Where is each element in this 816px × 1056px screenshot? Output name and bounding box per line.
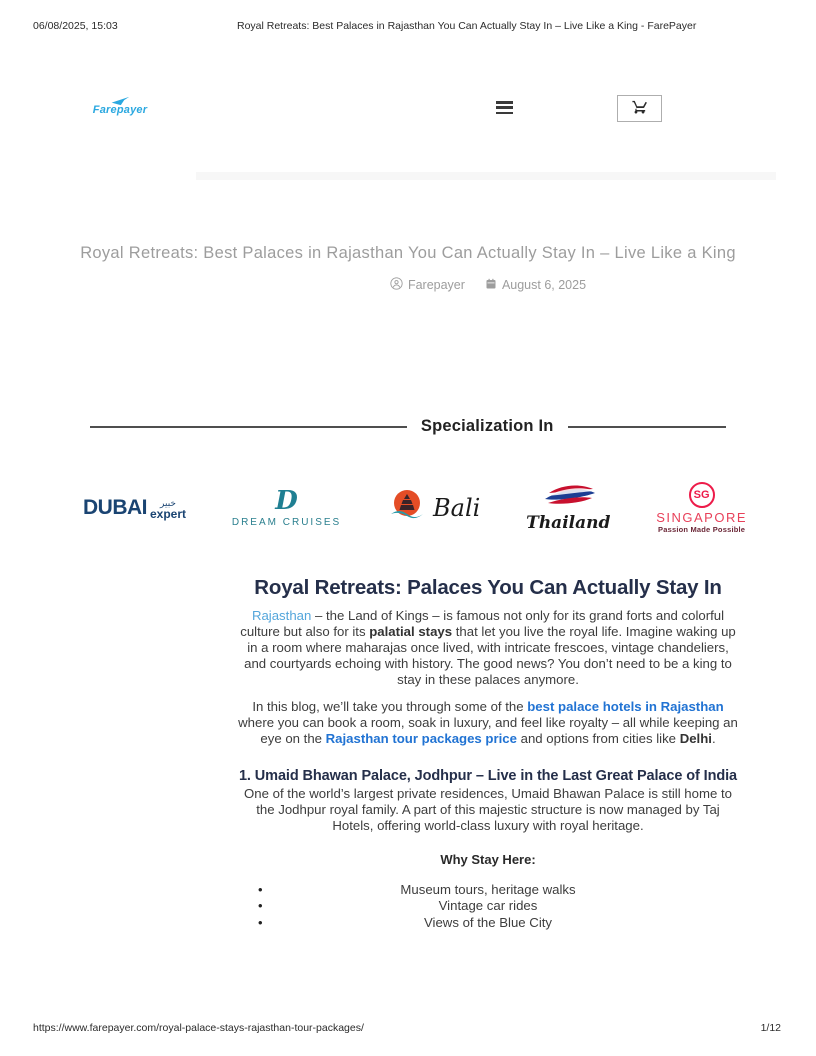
specialization-divider (90, 417, 726, 436)
sg-monogram-icon: SG (689, 482, 715, 508)
dubai-expert-logo (83, 496, 186, 520)
dubai-logo-text: DUBAI (83, 496, 147, 519)
specialization-heading: Specialization In (420, 417, 554, 435)
dubai-arabic-text: خبير (160, 498, 176, 508)
text-segment-plain: that let you live the royal life. Imagine waking up in a room where maharajas once lived, with intricate frescoes, vintage chandeliers, and courtyards echoing with history. The good news? You don’t need to be a king to stay in these palaces anymore. (244, 623, 736, 687)
text-segment-bold: palatial stays (369, 623, 453, 639)
why-stay-list (238, 882, 738, 932)
singapore-logo (656, 482, 747, 534)
dream-cruises-monogram: D (275, 486, 298, 516)
list-item: • Vintage car rides (238, 898, 738, 915)
text-segment-plain: . (711, 730, 716, 746)
divider-line-left (90, 426, 407, 428)
featured-image-strip (196, 172, 776, 180)
singapore-tagline: Passion Made Possible (658, 525, 746, 534)
thailand-logo (526, 484, 610, 533)
dream-cruises-text: DREAM CRUISES (231, 517, 342, 528)
list-item: • Views of the Blue City (238, 915, 738, 932)
divider-line-right (568, 426, 726, 428)
list-item: • Museum tours, heritage walks (238, 882, 738, 899)
farepayer-logo-text: Farepayer (92, 104, 148, 116)
author-name: Farepayer (407, 278, 465, 292)
text-segment-plain: where you can book a room, soak in luxury, and feel like royalty – all while keeping an eye on the (238, 714, 738, 746)
dubai-expert-text: expert (150, 507, 187, 521)
article-body (238, 576, 738, 931)
text-segment-boldlink[interactable]: Rajasthan tour packages price (325, 730, 517, 746)
cart-icon (631, 98, 648, 120)
bali-emblem-icon (387, 486, 427, 531)
intro-paragraph (238, 608, 738, 688)
text-segment-link[interactable]: Rajasthan (251, 607, 312, 623)
text-segment-bold: Delhi (679, 730, 712, 746)
why-stay-heading: Why Stay Here: (440, 851, 536, 867)
print-page-indicator: 1/12 (760, 1022, 781, 1034)
author-meta[interactable] (390, 277, 465, 293)
singapore-logo-text: SINGAPORE (656, 510, 747, 525)
farepayer-logo[interactable] (92, 96, 148, 116)
bali-logo-text: Bali (433, 494, 481, 522)
post-title: Royal Retreats: Best Palaces in Rajasthan You Can Actually Stay In – Live Like a King (80, 244, 736, 262)
thailand-logo-text: Thailand (526, 512, 611, 533)
post-date: August 6, 2025 (501, 278, 587, 292)
thailand-flag-wave-icon (539, 484, 597, 515)
print-datetime: 06/08/2025, 15:03 (33, 20, 118, 32)
print-source-url: https://www.farepayer.com/royal-palace-stays-rajasthan-tour-packages/ (33, 1022, 364, 1034)
text-segment-boldlink[interactable]: best palace hotels in Rajasthan (527, 698, 724, 714)
partner-logos-row (83, 476, 747, 540)
text-segment-plain: In this blog, we’ll take you through some of the (252, 698, 528, 714)
cart-button[interactable] (617, 95, 662, 122)
bali-logo (387, 486, 480, 531)
section1-heading: 1. Umaid Bhawan Palace, Jodhpur – Live in the Last Great Palace of India (238, 767, 738, 784)
post-meta (178, 277, 798, 293)
author-icon (390, 277, 403, 293)
print-document-title: Royal Retreats: Best Palaces in Rajasthan You Can Actually Stay In – Live Like a King - FarePayer (237, 20, 697, 32)
date-meta[interactable] (485, 278, 586, 293)
calendar-icon (485, 278, 497, 293)
article-heading: Royal Retreats: Palaces You Can Actually Stay In (254, 576, 722, 599)
blog-paragraph (238, 699, 738, 747)
hamburger-menu-icon[interactable] (496, 101, 513, 114)
dream-cruises-logo (232, 488, 341, 528)
text-segment-plain: and options from cities like (516, 730, 680, 746)
text-segment-plain: – the Land of Kings – is famous not only for its grand forts and colorful culture but also for its (240, 607, 725, 639)
section1-paragraph: One of the world’s largest private residences, Umaid Bhawan Palace is still home to the Jodhpur royal family. A part of this majestic structure is now managed by Taj Hotels, offering world-class luxury with royal heritage. (244, 785, 732, 833)
